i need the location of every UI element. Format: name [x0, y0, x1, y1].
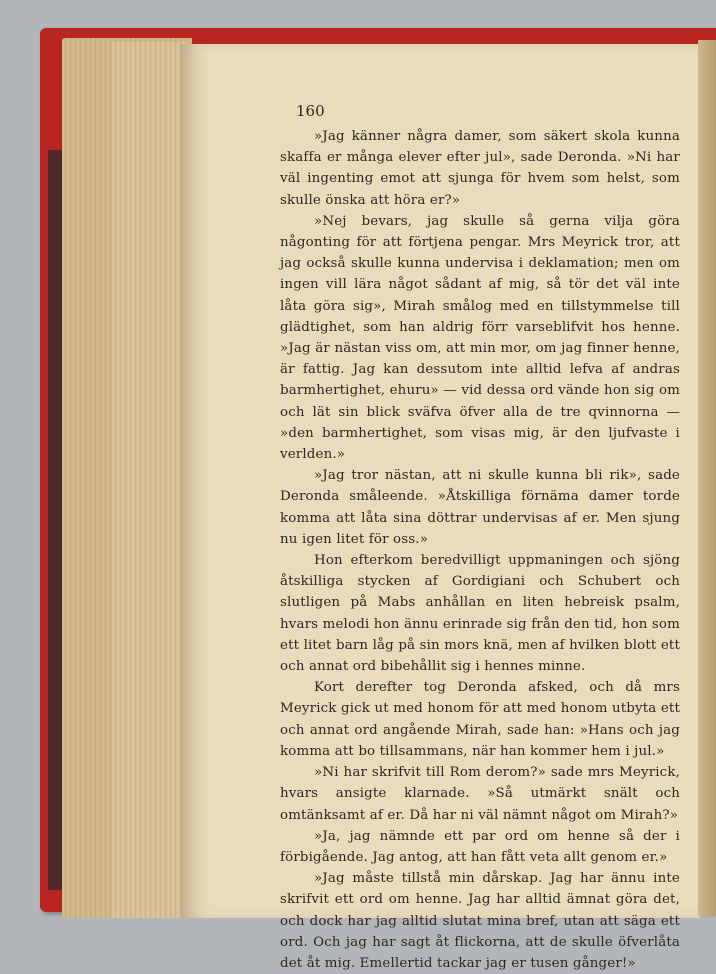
paragraph: »Ni har skrifvit till Rom derom?» sade mrs Meyrick, hvars ansigte klarnade. »Så utmärkt snält och omtänksamt af er. Då har ni väl nämnt något om Mirah?»	[280, 765, 680, 823]
page-edges-inner	[112, 42, 187, 918]
paragraph: »Ja, jag nämnde ett par ord om henne så der i förbigående. Jag antog, att han fått veta allt genom er.»	[280, 828, 680, 865]
paragraph: »Jag måste tillstå min dårskap. Jag har ännu inte skrifvit ett ord om henne. Jag har alltid ämnat göra det, och dock har jag alltid slutat mina bref, utan att säga ett ord. Och jag har sagt åt flickorna, att de skulle öfverlåta det åt mig. Emellertid tackar jag er tusen gånger!»	[280, 871, 680, 971]
paragraph: »Jag tror nästan, att ni skulle kunna bli rik», sade Deronda småleende. »Åtskilliga förnäma damer torde komma att låta sina döttrar undervisas af er. Men sjung nu igen litet för oss.»	[280, 468, 680, 547]
page-number: 160	[296, 102, 325, 120]
paragraph: Kort derefter tog Deronda afsked, och då mrs Meyrick gick ut med honom för att med honom utbyta ett och annat ord angående Mirah, sade han: »Hans och jag komma att bo tillsammans, när han kommer hem i jul.»	[280, 680, 680, 759]
page-body-text	[280, 126, 680, 974]
paragraph: »Nej bevars, jag skulle så gerna vilja göra någonting för att förtjena pengar. Mrs Meyrick tror, att jag också skulle kunna undervisa i deklamation; men om ingen vill lära något sådant af mig, så tör det väl inte låta göra sig», Mirah smålog med en tillstymmelse till glädtighet, som han aldrig förr varseblifvit hos henne. »Jag är nästan viss om, att min mor, om jag finner henne, är fattig. Jag kan dessutom inte alltid lefva af andras barmhertighet, ehuru» — vid dessa ord vände hon sig om och lät sin blick sväfva öfver alla de tre qvinnorna — »den barmhertighet, som visas mig, är den ljufvaste i verlden.»	[280, 213, 680, 463]
paragraph: »Jag känner några damer, som säkert skola kunna skaffa er många elever efter jul», sade Deronda. »Ni har väl ingenting emot att sjunga för hvem som helst, som skulle önska att höra er?»	[280, 129, 680, 208]
facing-page-edge	[698, 40, 716, 916]
paragraph: Hon efterkom beredvilligt uppmaningen och sjöng åtskilliga stycken af Gordigiani och Schubert och slutligen på Mabs anhållan en liten hebreisk psalm, hvars melodi hon ännu erinrade sig från den tid, hon som ett litet barn låg på sin mors knä, men af hvilken blott ett och annat ord bibehållit sig i hennes minne.	[280, 553, 680, 675]
cover-spine-marbling	[48, 150, 62, 890]
